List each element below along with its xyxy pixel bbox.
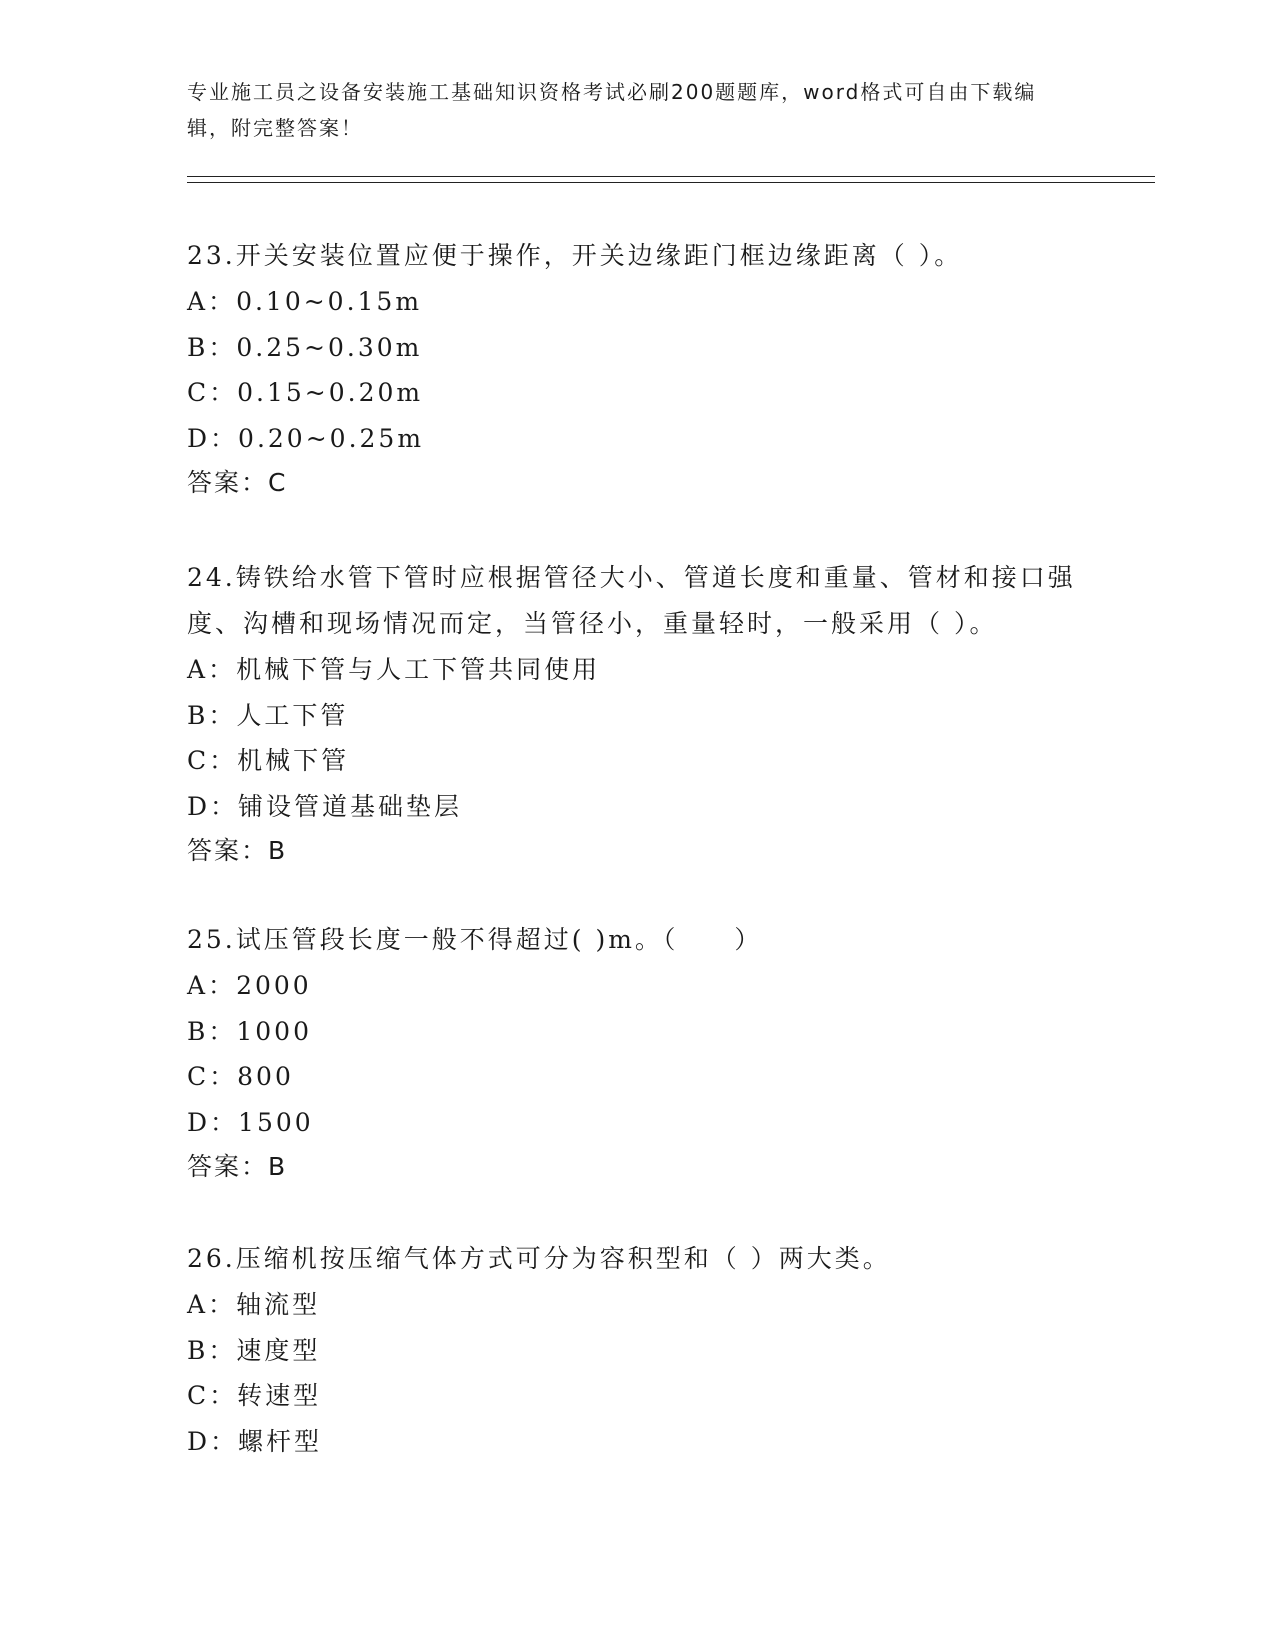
option-text: 0.10~0.15m <box>236 287 423 316</box>
header-rule-bottom <box>187 182 1155 183</box>
option-a <box>187 963 1087 1009</box>
option-c <box>187 1054 1087 1100</box>
question-24 <box>187 555 1087 873</box>
option-label: B： <box>187 1335 237 1365</box>
option-label: C： <box>187 1062 238 1091</box>
option-text: 800 <box>237 1062 294 1091</box>
option-a <box>187 279 1087 325</box>
option-a <box>187 647 1087 693</box>
option-text: 1000 <box>236 1016 312 1046</box>
option-label: D： <box>187 423 239 453</box>
option-text: 螺杆型 <box>238 1426 323 1456</box>
question-text: 23.开关安装位置应便于操作，开关边缘距门框边缘距离（ ）。 <box>187 241 963 270</box>
option-a <box>187 1282 1087 1328</box>
option-text: 铺设管道基础垫层 <box>238 791 463 821</box>
option-d <box>187 1100 1087 1146</box>
option-text: 机械下管 <box>237 746 350 775</box>
option-b <box>187 1009 1087 1055</box>
option-label: C： <box>187 378 238 407</box>
option-text: 机械下管与人工下管共同使用 <box>236 655 601 684</box>
option-b <box>187 1328 1087 1374</box>
option-d <box>187 784 1087 830</box>
option-label: B： <box>187 1016 237 1046</box>
option-b <box>187 325 1087 371</box>
answer-line: 答案：C <box>187 468 288 497</box>
option-text: 1500 <box>238 1107 314 1137</box>
option-b <box>187 693 1087 739</box>
option-text: 速度型 <box>236 1335 321 1365</box>
document-header: 专业施工员之设备安装施工基础知识资格考试必刷200题题库，word格式可自由下载编辑，附完整答案！ <box>187 80 1037 140</box>
option-label: C： <box>187 746 238 775</box>
answer-line: 答案：B <box>187 1152 288 1181</box>
option-text: 0.20~0.25m <box>238 423 425 453</box>
option-text: 0.25~0.30m <box>236 332 423 362</box>
option-label: D： <box>187 1426 239 1456</box>
question-25 <box>187 917 1087 1189</box>
option-d <box>187 1419 1087 1465</box>
option-label: A： <box>187 655 237 684</box>
option-c <box>187 738 1087 784</box>
question-26 <box>187 1236 1087 1464</box>
option-label: A： <box>187 1290 237 1319</box>
option-label: D： <box>187 791 239 821</box>
question-text: 25.试压管段长度一般不得超过( )m。（ ） <box>187 925 763 954</box>
option-label: A： <box>187 971 237 1000</box>
option-text: 人工下管 <box>236 700 349 730</box>
option-label: C： <box>187 1381 238 1410</box>
option-text: 转速型 <box>237 1381 322 1410</box>
option-c <box>187 370 1087 416</box>
question-23 <box>187 233 1087 505</box>
option-label: A： <box>187 287 237 316</box>
question-text: 24.铸铁给水管下管时应根据管径大小、管道长度和重量、管材和接口强度、沟槽和现场情况而定，当管径小，重量轻时，一般采用（ ）。 <box>187 563 1076 638</box>
header-rule-top <box>187 176 1155 177</box>
option-label: D： <box>187 1107 239 1137</box>
option-text: 0.15~0.20m <box>237 378 424 407</box>
option-label: B： <box>187 332 237 362</box>
option-label: B： <box>187 700 237 730</box>
option-c <box>187 1373 1087 1419</box>
option-text: 轴流型 <box>236 1290 321 1319</box>
option-d <box>187 416 1087 462</box>
option-text: 2000 <box>236 971 312 1000</box>
question-text: 26.压缩机按压缩气体方式可分为容积型和（ ）两大类。 <box>187 1244 891 1273</box>
answer-line: 答案：B <box>187 836 288 865</box>
